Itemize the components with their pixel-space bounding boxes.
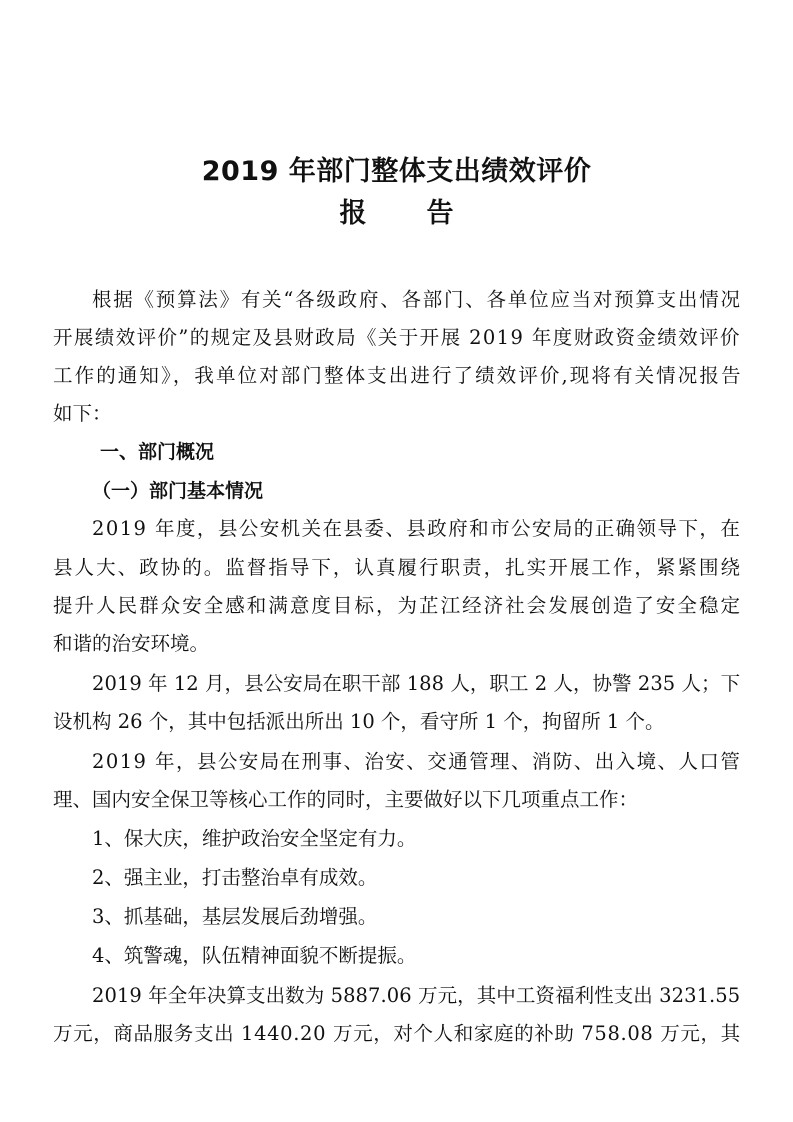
para1-line-3: 提升人民群众安全感和满意度目标，为芷江经济社会发展创造了安全稳定 [53, 594, 743, 617]
subsection-heading-basic: （一）部门基本情况 [92, 480, 264, 502]
para3-line-2: 理、国内安全保卫等核心工作的同时，主要做好以下几项重点工作： [53, 788, 639, 811]
list-item-1: 1、保大庆，维护政治安全坚定有力。 [92, 827, 417, 850]
list-item-2: 2、强主业，打击整治卓有成效。 [92, 866, 378, 889]
intro-line-3: 工作的通知》，我单位对部门整体支出进行了绩效评价,现将有关情况报告 [53, 364, 743, 387]
para3-line-1: 2019 年，县公安局在刑事、治安、交通管理、消防、出入境、人口管 [92, 750, 742, 773]
title-char-gao: 告 [426, 198, 454, 229]
para1-line-1: 2019 年度，县公安机关在县委、县政府和市公安局的正确领导下，在 [92, 517, 742, 540]
section-heading-overview: 一、部门概况 [100, 441, 215, 463]
para1-line-4: 和谐的治安环境。 [53, 632, 210, 655]
list-item-4: 4、筑警魂，队伍精神面貌不断提振。 [92, 944, 417, 967]
para4-line-1: 2019 年全年决算支出数为 5887.06 万元，其中工资福利性支出 3231.55 [92, 984, 741, 1007]
intro-line-2: 开展绩效评价”的规定及县财政局《关于开展 2019 年度财政资金绩效评价 [53, 326, 741, 349]
intro-line-4: 如下： [53, 402, 112, 425]
para2-line-2: 设机构 26 个，其中包括派出所出 10 个，看守所 1 个，拘留所 1 个。 [53, 710, 665, 733]
para4-line-2: 万元，商品服务支出 1440.20 万元，对个人和家庭的补助 758.08 万元，其 [53, 1022, 741, 1045]
list-item-3: 3、抓基础，基层发展后劲增强。 [92, 905, 378, 928]
intro-line-1: 根据《预算法》有关“各级政府、各部门、各单位应当对预算支出情况 [92, 288, 742, 311]
para2-line-1: 2019 年 12 月，县公安局在职干部 188 人，职工 2 人，协警 235 人；下 [92, 672, 741, 695]
para1-line-2: 县人大、政协的。监督指导下，认真履行职责，扎实开展工作，紧紧围绕 [53, 556, 743, 579]
report-title: 2019 年部门整体支出绩效评价 [201, 156, 592, 187]
title-char-bao: 报 [339, 198, 367, 229]
report-title-subline [0, 196, 793, 232]
